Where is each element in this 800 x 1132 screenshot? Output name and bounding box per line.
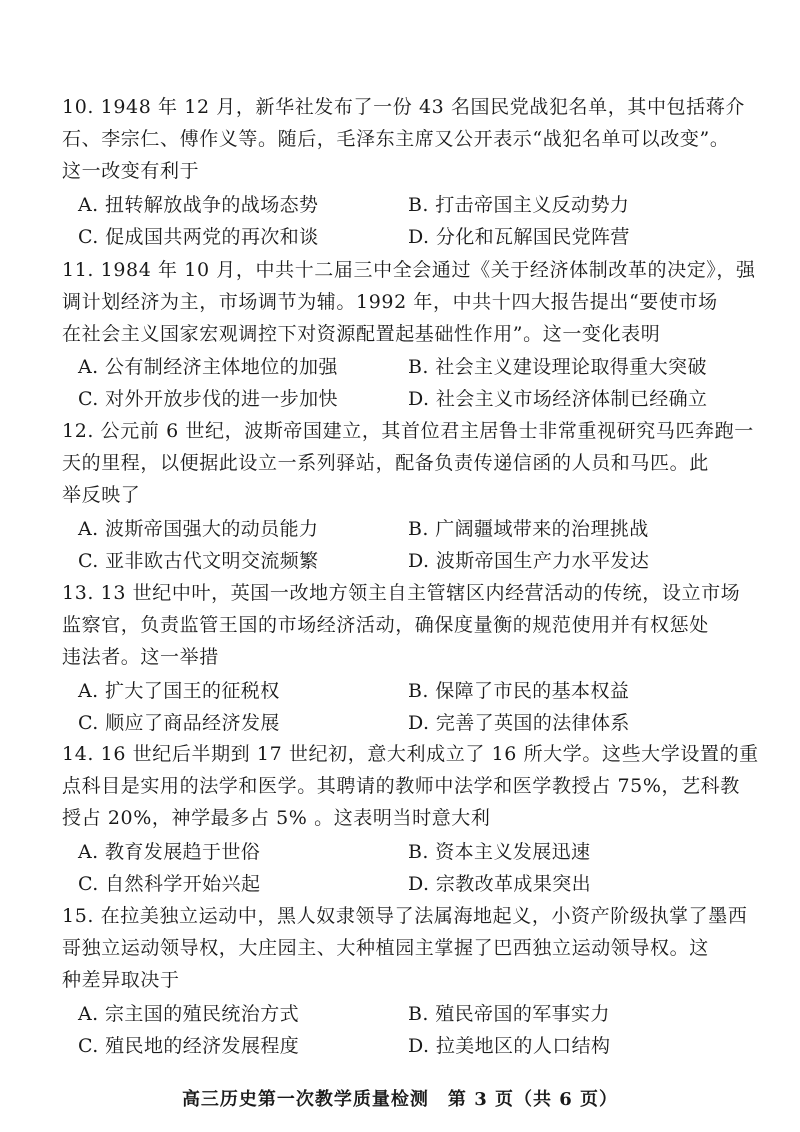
question-stem-line: 哥独立运动领导权，大庄园主、大种植园主掌握了巴西独立运动领导权。这 <box>62 937 709 959</box>
option-b: B. 资本主义发展迅速 <box>408 841 591 863</box>
question-stem-line: 15. 在拉美独立运动中，黑人奴隶领导了法属海地起义，小资产阶级执掌了墨西 <box>62 905 748 927</box>
question-stem-line: 种差异取决于 <box>62 969 180 991</box>
option-a: A. 教育发展趋于世俗 <box>78 841 261 863</box>
option-b: B. 广阔疆域带来的治理挑战 <box>408 518 649 540</box>
option-d: D. 分化和瓦解国民党阵营 <box>408 226 630 248</box>
option-b: B. 打击帝国主义反动势力 <box>408 194 630 216</box>
question-stem-line: 授占 20%，神学最多占 5% 。这表明当时意大利 <box>62 807 491 829</box>
option-d: D. 宗教改革成果突出 <box>408 873 592 895</box>
question-stem-line: 14. 16 世纪后半期到 17 世纪初，意大利成立了 16 所大学。这些大学设置的重 <box>62 743 759 765</box>
question-stem-line: 天的里程，以便据此设立一系列驿站，配备负责传递信函的人员和马匹。此 <box>62 452 709 474</box>
option-a: A. 公有制经济主体地位的加强 <box>78 356 338 378</box>
question-stem-line: 监察官，负责监管王国的市场经济活动，确保度量衡的规范使用并有权惩处 <box>62 614 709 636</box>
question-stem-line: 举反映了 <box>62 484 141 506</box>
option-a: A. 波斯帝国强大的动员能力 <box>78 518 319 540</box>
option-d: D. 波斯帝国生产力水平发达 <box>408 550 650 572</box>
option-c: C. 促成国共两党的再次和谈 <box>78 226 319 248</box>
question-stem-line: 12. 公元前 6 世纪，波斯帝国建立，其首位君主居鲁士非常重视研究马匹奔跑一 <box>62 420 754 442</box>
option-c: C. 对外开放步伐的进一步加快 <box>78 388 338 410</box>
option-d: D. 拉美地区的人口结构 <box>408 1035 611 1057</box>
option-c: C. 自然科学开始兴起 <box>78 873 261 895</box>
option-a: A. 宗主国的殖民统治方式 <box>78 1003 300 1025</box>
question-stem-line: 这一改变有利于 <box>62 160 200 182</box>
question-stem-line: 13. 13 世纪中叶，英国一改地方领主自主管辖区内经营活动的传统，设立市场 <box>62 582 741 604</box>
option-c: C. 殖民地的经济发展程度 <box>78 1035 300 1057</box>
option-b: B. 殖民帝国的军事实力 <box>408 1003 610 1025</box>
option-c: C. 顺应了商品经济发展 <box>78 712 280 734</box>
option-c: C. 亚非欧古代文明交流频繁 <box>78 550 319 572</box>
option-a: A. 扩大了国王的征税权 <box>78 680 280 702</box>
question-stem-line: 违法者。这一举措 <box>62 646 219 668</box>
question-stem-line: 点科目是实用的法学和医学。其聘请的教师中法学和医学教授占 75%，艺科教 <box>62 775 740 797</box>
option-b: B. 保障了市民的基本权益 <box>408 680 630 702</box>
option-d: D. 完善了英国的法律体系 <box>408 712 630 734</box>
question-stem-line: 10. 1948 年 12 月，新华社发布了一份 43 名国民党战犯名单，其中包括蒋介 <box>62 96 745 118</box>
option-b: B. 社会主义建设理论取得重大突破 <box>408 356 707 378</box>
question-stem-line: 调计划经济为主，市场调节为辅。1992 年，中共十四大报告提出“要使市场 <box>62 291 718 313</box>
question-stem-line: 在社会主义国家宏观调控下对资源配置起基础性作用”。这一变化表明 <box>62 323 661 345</box>
option-d: D. 社会主义市场经济体制已经确立 <box>408 388 708 410</box>
question-stem-line: 石、李宗仁、傅作义等。随后，毛泽东主席又公开表示“战犯名单可以改变”。 <box>62 128 730 150</box>
option-a: A. 扭转解放战争的战场态势 <box>78 194 319 216</box>
question-stem-line: 11. 1984 年 10 月，中共十二届三中全会通过《关于经济体制改革的决定》，强 <box>62 259 756 281</box>
page-footer: 高三历史第一次教学质量检测 第 3 页（共 6 页） <box>181 1089 619 1110</box>
